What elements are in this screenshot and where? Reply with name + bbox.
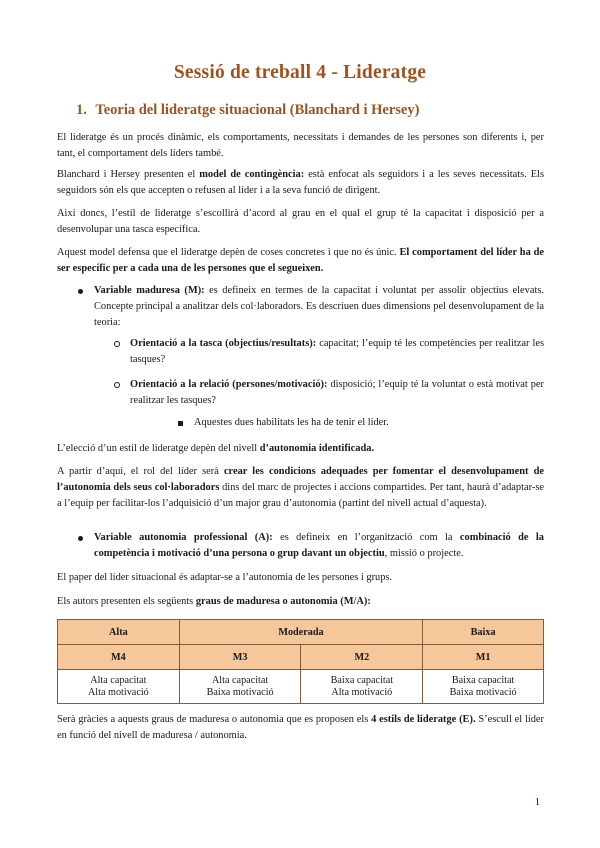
p9-bold: 4 estils de lideratge (E). — [371, 714, 476, 725]
bullet-variable-maduresa — [94, 283, 544, 331]
cell-motivation: Alta motivació — [87, 686, 149, 698]
cell-motivation: Alta motivació — [331, 686, 393, 698]
bullet2-bold: combinació de la competència i motivació d’una persona o grup davant un objectiu — [94, 532, 545, 559]
p6-bold: crear les condicions adequades per fomentar el desenvolupament de l’autonomia dels seus col·laboradors — [57, 466, 544, 493]
bullet-dot-2 — [78, 536, 83, 541]
section-number: 1. — [76, 102, 87, 118]
sub-sub-bullet: Aquestes dues habilitats les ha de tenir el líder. — [194, 417, 389, 428]
table-cell — [58, 670, 180, 704]
table-level-row — [58, 645, 544, 670]
p4-bold: El comportament del líder ha de ser específic per a cada una de les persones que el segueixen. — [57, 247, 545, 274]
table-row — [58, 670, 544, 704]
paragraph-5 — [57, 441, 544, 457]
page-title: Sessió de treball 4 - Lideratge — [173, 62, 427, 83]
sub-bullet-tasca — [130, 336, 544, 368]
p8-text-a: Els autors presenten els següents — [57, 596, 196, 607]
bullet-ring-1 — [114, 341, 120, 347]
sub-bullet-relacio — [130, 377, 544, 409]
paragraph-8 — [57, 594, 544, 610]
paragraph-3: Així doncs, l’estil de lideratge s’escollirà d’acord al grau en el qual el grup té la capacitat i disposició per a desenvolupar una tasca específica. — [57, 208, 544, 235]
sub2-text: disposició; l’equip té la voluntat o està motivat per realitzar les tasques? — [130, 379, 544, 406]
bullet-ring-2 — [114, 382, 120, 388]
p6-text-a: A partir d’aquí, el rol del líder serà — [57, 466, 224, 477]
p9-text-c: S’escull el líder en funció del nivell de maduresa / autonomia. — [57, 714, 544, 741]
paragraph-2 — [57, 167, 544, 199]
p2-text-a: Blanchard i Hersey presenten el — [57, 169, 200, 180]
bullet-dot-1 — [78, 289, 83, 294]
cell-capacity: Alta capacitat — [90, 674, 147, 686]
bullet2-text-b: es defineix en l’organització com la — [272, 532, 460, 543]
p5-bold: d’autonomia identificada. — [259, 443, 375, 454]
p2-bold: model de contingència: — [199, 169, 305, 180]
bullet-square — [178, 421, 183, 426]
table-cell — [179, 670, 301, 704]
cell-capacity: Alta capacitat — [211, 674, 269, 686]
cell-motivation: Baixa motivació — [206, 686, 274, 698]
table-cell — [301, 670, 423, 704]
cell-capacity: Baixa capacitat — [451, 674, 515, 686]
group-header: Baixa — [423, 620, 544, 645]
cell-capacity: Baixa capacitat — [330, 674, 394, 686]
cell-motivation: Baixa motivació — [449, 686, 517, 698]
p6-text-c: dins del marc de projectes i accions compartides. Per tant, haurà d’adaptar-se a l’equip per facilitar-los l’adquisició d’un major grau d’autonomia (partint del nivell actual d’aquesta). — [57, 482, 544, 509]
paragraph-4 — [57, 245, 544, 277]
sub1-text: capacitat; l’equip té les competències per realitzar les tasques? — [130, 338, 544, 365]
paragraph-9 — [57, 712, 544, 744]
bullet2-text-d: , missió o projecte. — [384, 548, 464, 559]
paragraph-7: El paper del líder situacional és adaptar-se a l’autonomia de les persones i grups. — [57, 572, 393, 583]
bullet-variable-autonomia — [94, 530, 544, 562]
p9-text-a: Serà gràcies a aquests graus de maduresa o autonomia que es proposen els — [57, 714, 372, 725]
level-header: M4 — [58, 645, 180, 670]
paragraph-6 — [57, 464, 544, 512]
level-header: M3 — [179, 645, 301, 670]
section-heading — [76, 102, 419, 119]
bullet2-label: Variable autonomia professional (A): — [94, 532, 273, 543]
paragraph-1: El lideratge és un procés dinàmic, els comportaments, necessitats i demandes de les persones son diferents i, per tant, el comportament dels líders també. — [57, 132, 544, 159]
sub2-label: Orientació a la relació (persones/motivació): — [130, 379, 328, 390]
p8-bold: graus de maduresa o autonomia (M/A): — [195, 596, 371, 607]
maturity-table — [57, 619, 544, 704]
group-header: Moderada — [179, 620, 422, 645]
sub1-label: Orientació a la tasca (objectius/resultats): — [130, 338, 317, 349]
group-header: Alta — [58, 620, 180, 645]
p4-text-a: Aquest model defensa que el lideratge depèn de coses concretes i que no és únic. — [57, 247, 400, 258]
bullet1-text: es defineix en termes de la capacitat i voluntat per assolir objectius elevats. Concepte principal a analitzar dels col·laboradors. Es descriuen dues dimensions pel desenvolupament de la teoria: — [94, 285, 544, 328]
level-header: M1 — [423, 645, 544, 670]
p5-text-a: L’elecció d’un estil de lideratge depèn del nivell — [57, 443, 260, 454]
p2-text-c: està enfocat als seguidors i a les seves necessitats. Els seguidors són els que accepten o refusen al líder i a la seva funció de dirigent. — [57, 169, 545, 196]
table-group-row — [58, 620, 544, 645]
section-heading-text: Teoria del lideratge situacional (Blanchard i Hersey) — [95, 102, 420, 118]
bullet1-label: Variable maduresa (M): — [94, 285, 205, 296]
table-cell — [423, 670, 544, 704]
page-number: 1 — [534, 797, 540, 808]
level-header: M2 — [301, 645, 423, 670]
